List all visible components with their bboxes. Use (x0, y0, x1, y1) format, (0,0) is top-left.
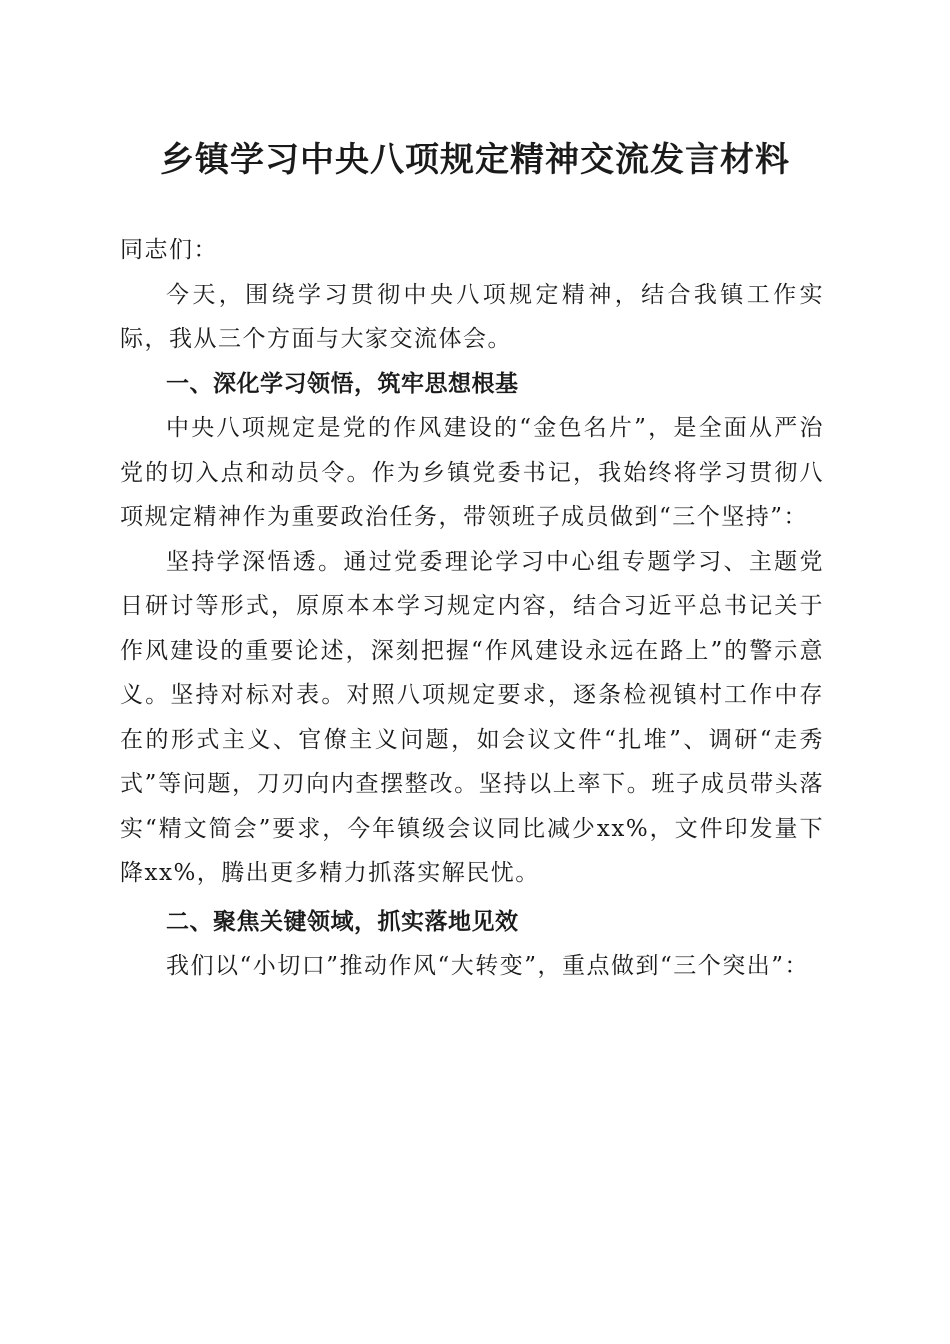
body-paragraph: 中央八项规定是党的作风建设的“金色名片”，是全面从严治党的切入点和动员令。作为乡镇党委书记，我始终将学习贯彻八项规定精神作为重要政治任务，带领班子成员做到“三个坚持”： (120, 415, 824, 530)
salutation: 同志们： (120, 237, 218, 263)
section-heading-1: 一、深化学习领悟，筑牢思想根基 (166, 370, 519, 397)
section-heading-2: 二、聚焦关键领域，抓实落地见效 (166, 908, 519, 935)
body-paragraph: 坚持学深悟透。通过党委理论学习中心组专题学习、主题党日研讨等形式，原原本本学习规定内容，结合习近平总书记关于作风建设的重要论述，深刻把握“作风建设永远在路上”的警示意义。坚持对标对表。对照八项规定要求，逐条检视镇村工作中存在的形式主义、官僚主义问题，如会议文件“扎堆”、调研“走秀式”等问题，刀刃向内查摆整改。坚持以上率下。班子成员带头落实“精文简会”要求，今年镇级会议同比减少xx%，文件印发量下降xx%，腾出更多精力抓落实解民忧。 (120, 548, 824, 886)
document-title: 乡镇学习中央八项规定精神交流发言材料 (160, 140, 790, 180)
body-paragraph: 我们以“小切口”推动作风“大转变”，重点做到“三个突出”： (166, 953, 810, 979)
document-body (120, 228, 824, 989)
intro-paragraph: 今天，围绕学习贯彻中央八项规定精神，结合我镇工作实际，我从三个方面与大家交流体会。 (120, 281, 824, 352)
